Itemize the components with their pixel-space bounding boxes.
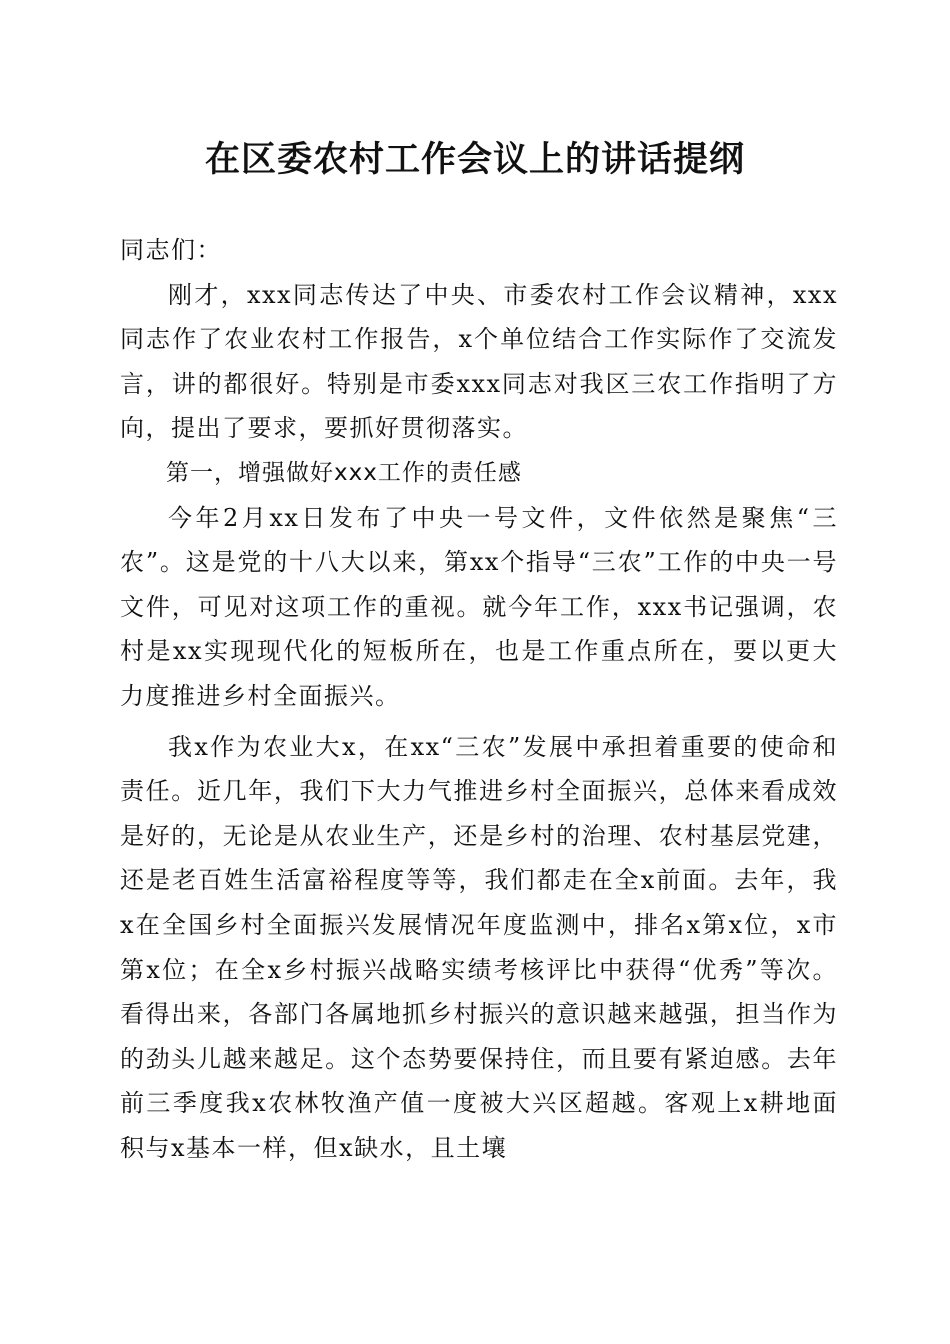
document-title: 在区委农村工作会议上的讲话提纲: [204, 139, 745, 180]
document-body: [120, 228, 838, 1170]
paragraph-document-one: 今年2月xx日发布了中央一号文件，文件依然是聚焦“三农”。这是党的十八大以来，第xx个指导“三农”工作的中央一号文件，可见对这项工作的重视。就今年工作，xxx书记强调，农村是xx实现现代化的短板所在，也是工作重点所在，要以更大力度推进乡村全面振兴。: [120, 503, 838, 710]
paragraph-mission: 我x作为农业大x，在xx“三农”发展中承担着重要的使命和责任。近几年，我们下大力气推进乡村全面振兴，总体来看成效是好的，无论是从农业生产，还是乡村的治理、农村基层党建，还是老百姓生活富裕程度等等，我们都走在全x前面。去年，我x在全国乡村全面振兴发展情况年度监测中，排名x第x位，x市第x位；在全x乡村振兴战略实绩考核评比中获得“优秀”等次。看得出来，各部门各属地抓乡村振兴的意识越来越强，担当作为的劲头儿越来越足。这个态势要保持住，而且要有紧迫感。去年前三季度我x农林牧渔产值一度被大兴区超越。客观上x耕地面积与x基本一样，但x缺水，且土壤: [120, 732, 838, 1162]
paragraph-opening: 刚才，xxx同志传达了中央、市委农村工作会议精神，xxx同志作了农业农村工作报告，x个单位结合工作实际作了交流发言，讲的都很好。特别是市委xxx同志对我区三农工作指明了方向，提出了要求，要抓好贯彻落实。: [120, 280, 838, 443]
salutation: 同志们：: [120, 236, 222, 264]
section-heading-first: 第一，增强做好xxx工作的责任感: [166, 459, 522, 486]
